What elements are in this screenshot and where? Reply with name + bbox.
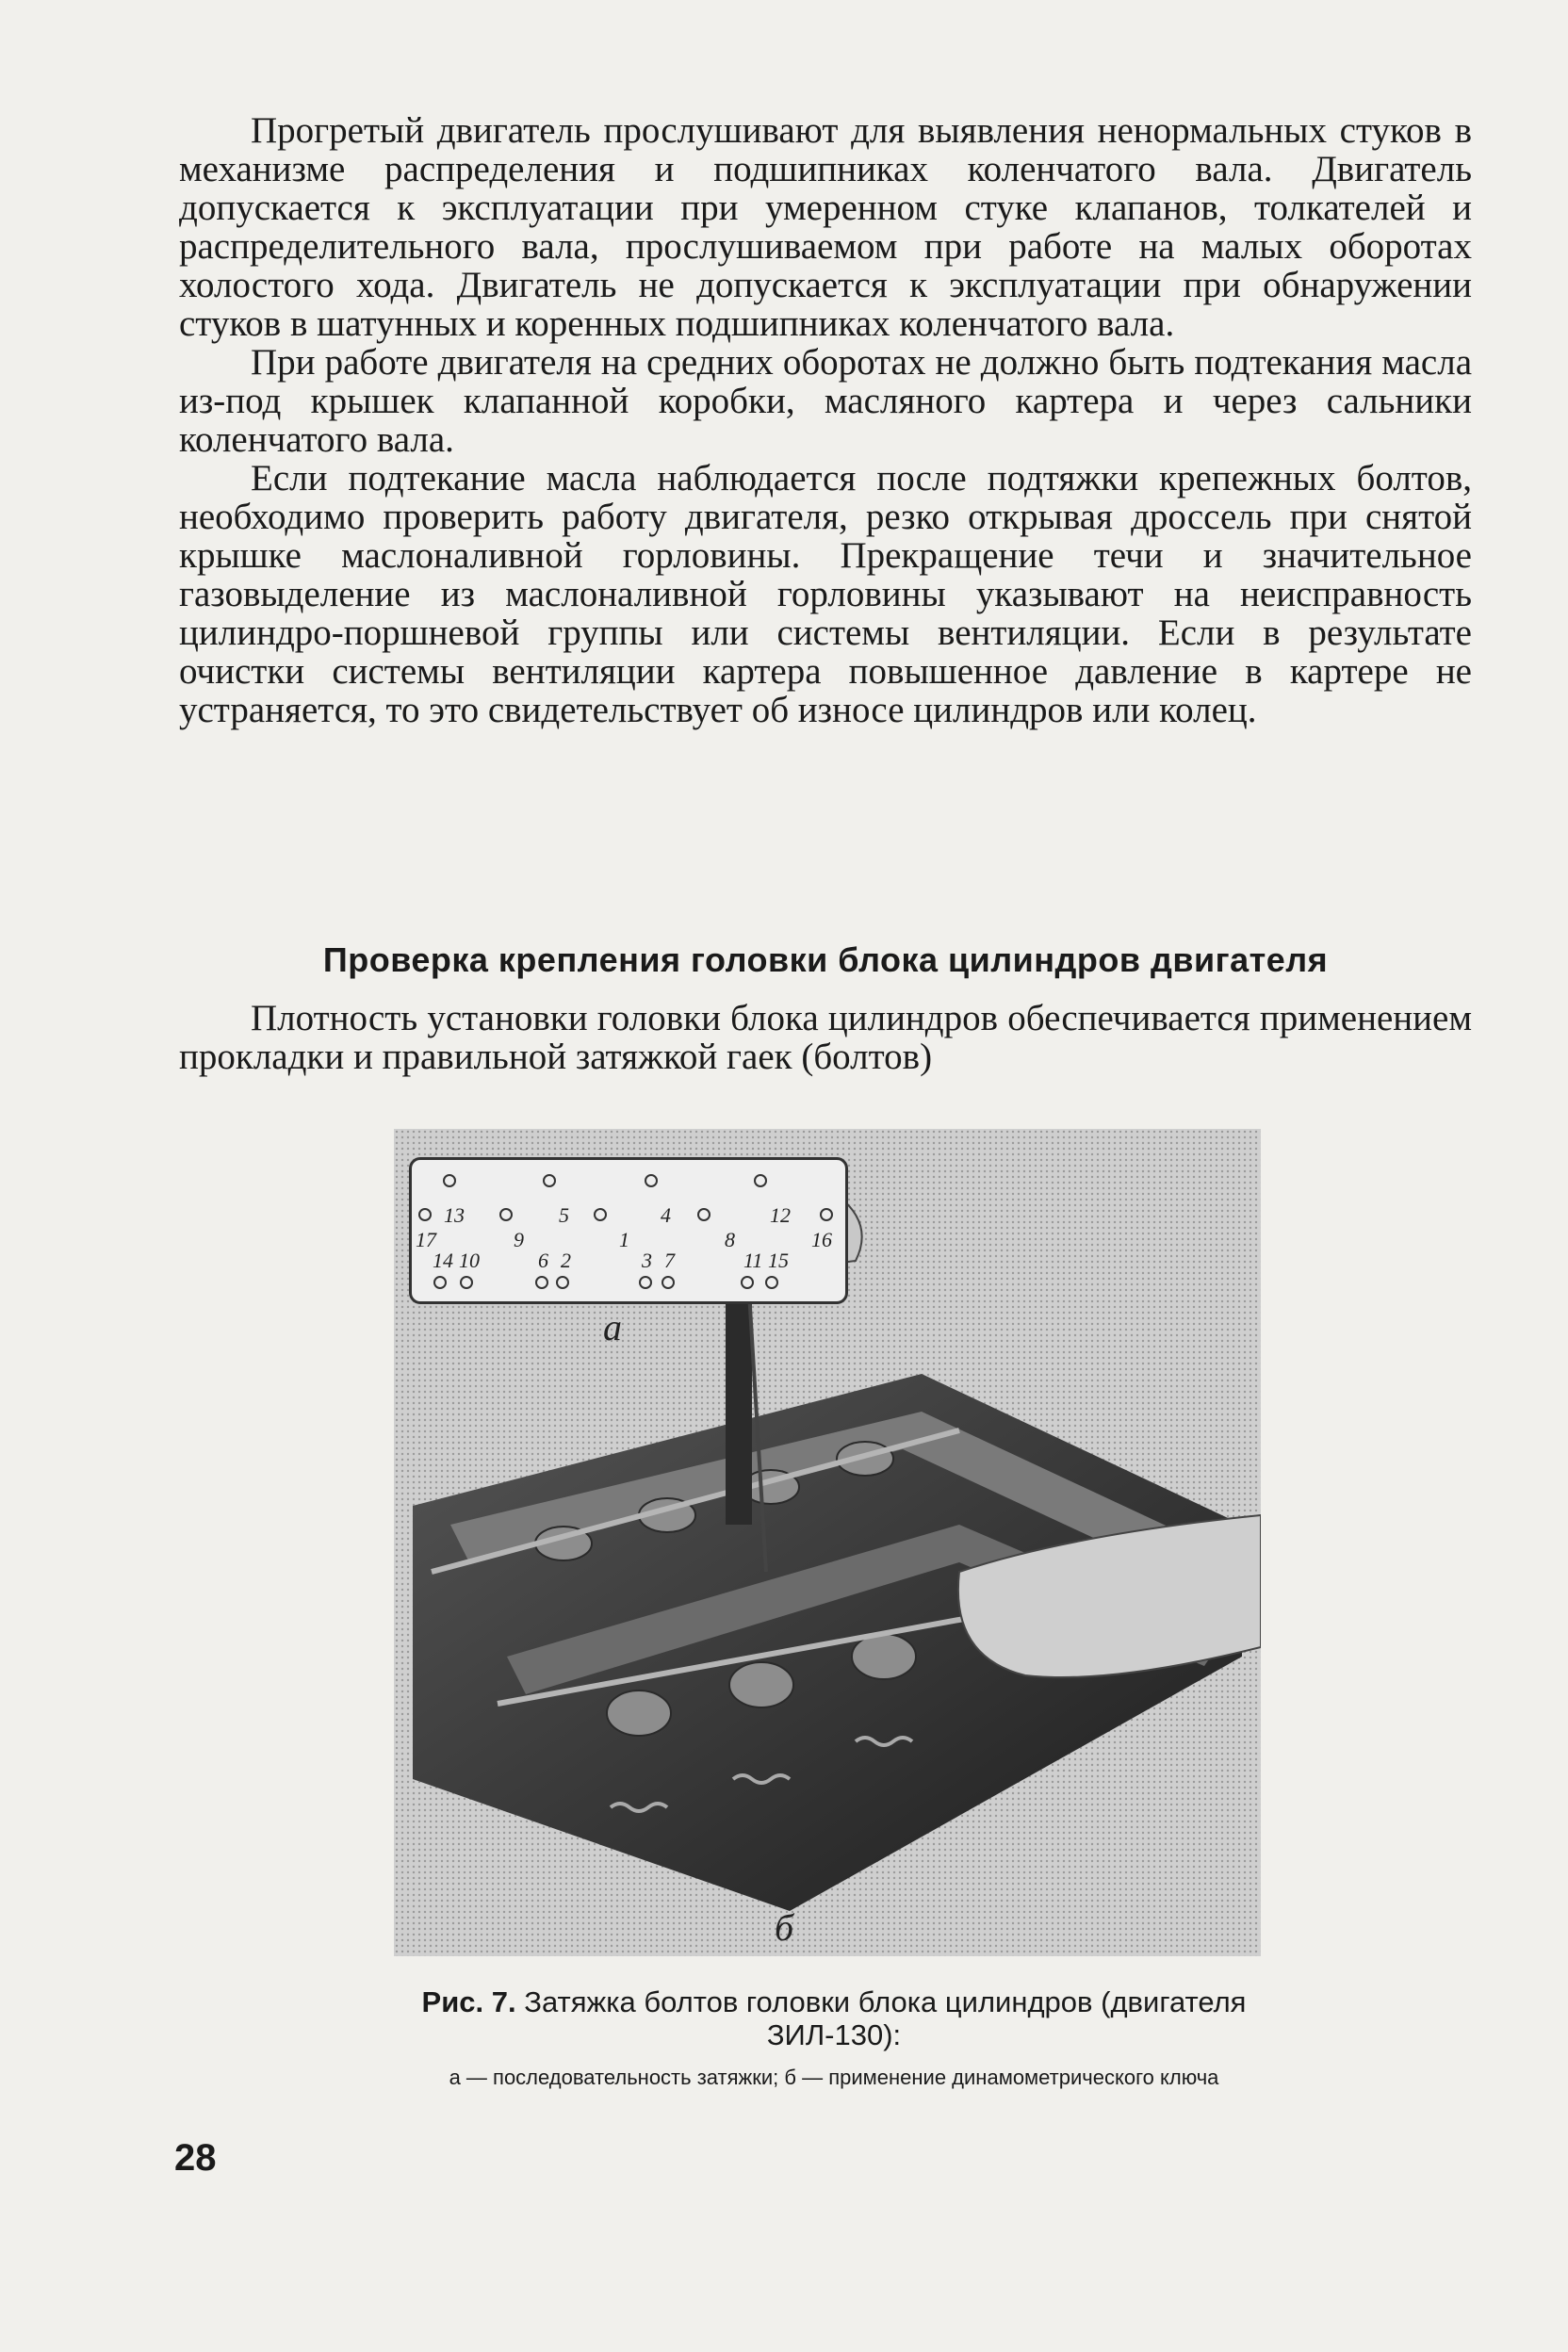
scheme-number: 6 bbox=[538, 1249, 548, 1272]
figure-label-b: б bbox=[775, 1906, 794, 1949]
figure-engine-photo bbox=[394, 1129, 1261, 1956]
paragraph-ventilation: Если подтекание масла наблюдается после подтяжки крепежных болтов, необходимо проверить работу двигателя, резко открывая дроссель при снятой крышке маслоналивной горловины. Прекращение течи и значительное газовыделение из маслоналивной горловины указывают на неисправность цилиндро-поршневой группы или системы вентиляции. Если в результате очистки системы вентиляции картера повышенное давление в картере не устраняется, то это свидетельствует об износе цилиндров или колец. bbox=[179, 458, 1472, 730]
figure-caption-note: а — последовательность затяжки; б — применение динамометрического ключа bbox=[449, 2066, 1219, 2089]
scheme-number: 9 bbox=[514, 1228, 524, 1251]
scheme-number: 11 bbox=[743, 1249, 763, 1272]
scheme-number: 3 bbox=[642, 1249, 652, 1272]
bolt-hole-diagram bbox=[412, 1160, 845, 1301]
page-number: 28 bbox=[174, 2137, 217, 2179]
scheme-number: 16 bbox=[811, 1228, 832, 1251]
scheme-number: 1 bbox=[619, 1228, 629, 1251]
scheme-number: 4 bbox=[661, 1203, 671, 1227]
caption-text: Затяжка болтов головки блока цилиндров (двигателя ЗИЛ-130): bbox=[524, 1985, 1247, 2051]
caption-prefix: Рис. 7. bbox=[421, 1985, 516, 2018]
body-text-bottom bbox=[179, 999, 1472, 1076]
scheme-number: 14 bbox=[433, 1249, 453, 1272]
figure-label-a: а bbox=[603, 1306, 622, 1348]
scheme-number: 17 bbox=[416, 1228, 436, 1251]
scheme-number: 7 bbox=[664, 1249, 675, 1272]
scheme-number: 15 bbox=[768, 1249, 789, 1272]
paragraph-oil-leak: При работе двигателя на средних оборотах не должно быть подтекания масла из-под крышек клапанной коробки, масляного картера и через сальники коленчатого вала. bbox=[179, 342, 1472, 460]
section-heading: Проверка крепления головки блока цилиндров двигателя bbox=[322, 940, 1329, 979]
tightening-sequence-scheme bbox=[409, 1157, 848, 1304]
paragraph-engine-knocks: Прогретый двигатель прослушивают для выявления ненормальных стуков в механизме распределения и подшипниках коленчатого вала. Двигатель допускается к эксплуатации при умеренном стуке клапанов, толкателей и распределительного вала, прослушиваемом при работе на малых оборотах холостого хода. Двигатель не допускается к эксплуатации при обнаружении стуков в шатунных и коренных подшипниках коленчатого вала. bbox=[179, 110, 1472, 344]
scheme-number: 10 bbox=[459, 1249, 480, 1272]
paragraph-head-tightness: Плотность установки головки блока цилиндров обеспечивается применением прокладки и правильной затяжкой гаек (болтов) bbox=[179, 998, 1472, 1077]
figure-caption bbox=[382, 1985, 1286, 2051]
body-text-top bbox=[179, 111, 1472, 729]
scheme-number: 13 bbox=[444, 1203, 465, 1227]
scheme-number: 12 bbox=[770, 1203, 791, 1227]
scheme-number: 2 bbox=[561, 1249, 571, 1272]
scheme-number: 5 bbox=[559, 1203, 569, 1227]
scheme-number: 8 bbox=[725, 1228, 735, 1251]
